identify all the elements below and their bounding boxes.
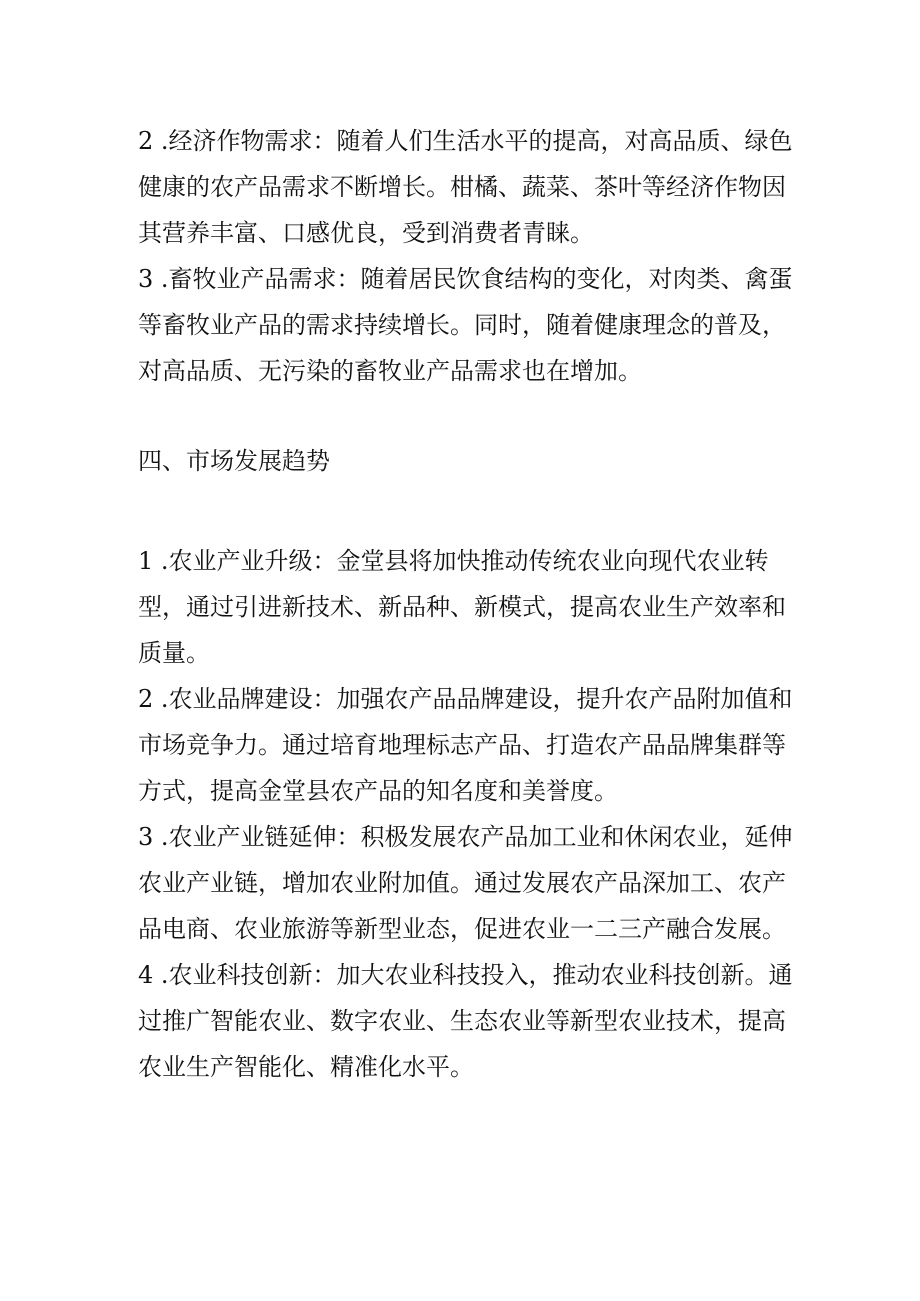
paragraph-line: 质量。: [138, 639, 210, 667]
trend-item-brand-building: [138, 676, 793, 814]
paragraph-line: 品电商、农业旅游等新型业态，促进农业一二三产融合发展。: [138, 915, 786, 943]
paragraph-line: 3 .农业产业链延伸：积极发展农产品加工业和休闲农业，延伸: [138, 823, 793, 851]
paragraph-line: 过推广智能农业、数字农业、生态农业等新型农业技术，提高: [138, 1007, 786, 1035]
paragraph-line: 其营养丰富、口感优良，受到消费者青睐。: [138, 219, 594, 247]
document-page: [138, 118, 793, 1090]
paragraph-line: 4 .农业科技创新：加大农业科技投入，推动农业科技创新。通: [138, 961, 793, 989]
paragraph-line: 健康的农产品需求不断增长。柑橘、蔬菜、茶叶等经济作物因: [138, 173, 786, 201]
demand-item-economic-crops: [138, 118, 793, 256]
paragraph-line: 方式，提高金堂县农产品的知名度和美誉度。: [138, 777, 618, 805]
section-heading: 四、市场发展趋势: [138, 447, 330, 475]
paragraph-line: 农业生产智能化、精准化水平。: [138, 1053, 474, 1081]
trend-item-tech-innovation: [138, 952, 793, 1090]
paragraph-line: 农业产业链，增加农业附加值。通过发展农产品深加工、农产: [138, 869, 786, 897]
paragraph-line: 对高品质、无污染的畜牧业产品需求也在增加。: [138, 357, 642, 385]
trend-item-industry-chain: [138, 814, 793, 952]
paragraph-line: 1 .农业产业升级：金堂县将加快推动传统农业向现代农业转: [138, 547, 769, 575]
paragraph-line: 等畜牧业产品的需求持续增长。同时，随着健康理念的普及，: [138, 311, 786, 339]
paragraph-line: 型，通过引进新技术、新品种、新模式，提高农业生产效率和: [138, 593, 786, 621]
paragraph-line: 3 .畜牧业产品需求：随着居民饮食结构的变化，对肉类、禽蛋: [138, 265, 793, 293]
paragraph-line: 市场竞争力。通过培育地理标志产品、打造农产品品牌集群等: [138, 731, 786, 759]
paragraph-line: 2 .农业品牌建设：加强农产品品牌建设，提升农产品附加值和: [138, 685, 793, 713]
trend-item-industry-upgrade: [138, 538, 786, 676]
demand-item-livestock: [138, 256, 793, 394]
paragraph-line: 2 .经济作物需求：随着人们生活水平的提高，对高品质、绿色: [138, 127, 793, 155]
